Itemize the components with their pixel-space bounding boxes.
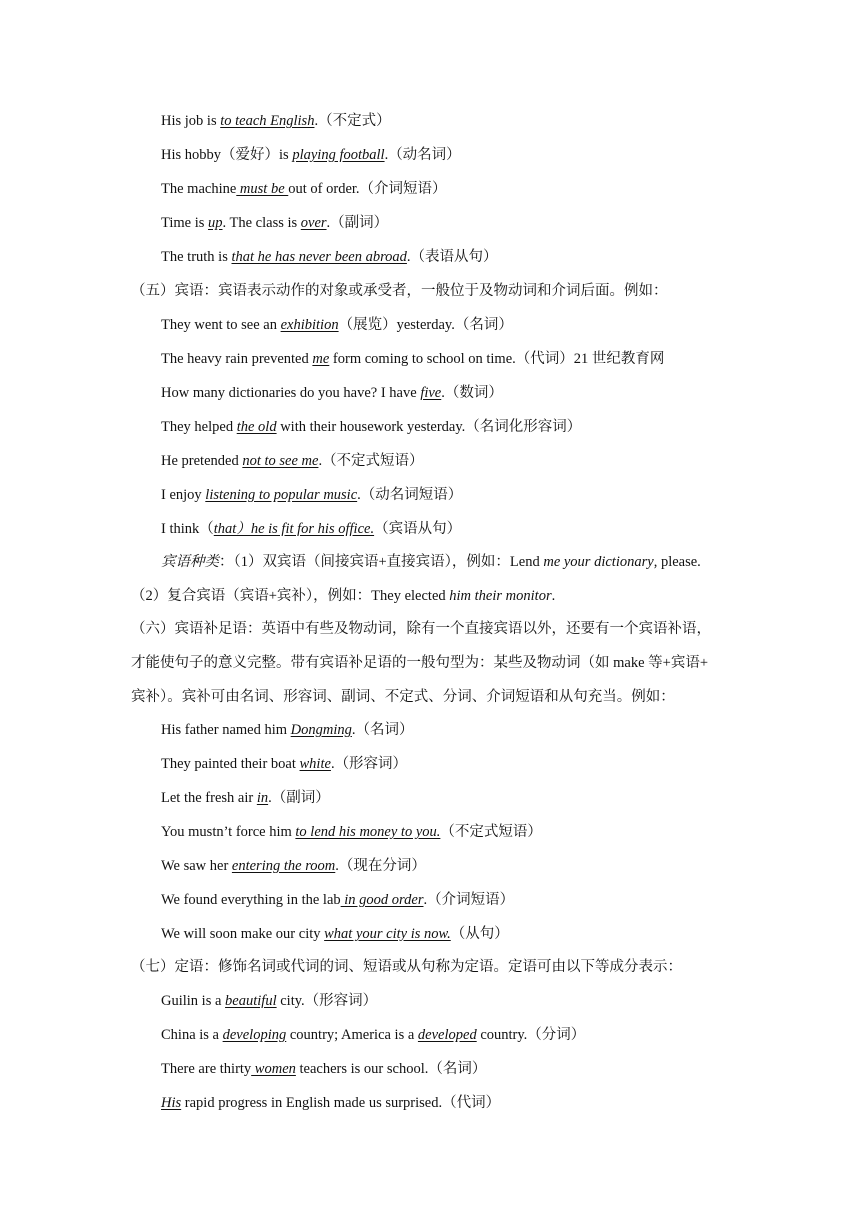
- example-sentence: He pretended not to see me.（不定式短语）: [161, 453, 424, 469]
- underlined-example: not to see me: [242, 453, 319, 469]
- example-sentence: We found everything in the lab in good order.（介词短语）: [161, 892, 515, 908]
- example-sentence: The machine must be out of order.（介词短语）: [161, 181, 447, 197]
- object-types-label: 宾语种类: [161, 554, 219, 570]
- object-types-line-2: （2）复合宾语（宾语+宾补），例如：They elected him their monitor.: [131, 588, 556, 604]
- example-sentence: China is a developing country; America is a developed country.（分词）: [161, 1027, 586, 1043]
- example-sentence: I think（that）he is fit for his office.（宾语从句）: [161, 521, 462, 537]
- example-sentence: Time is up. The class is over.（副词）: [161, 215, 389, 231]
- example-sentence: They painted their boat white.（形容词）: [161, 756, 408, 772]
- example-sentence: His father named him Dongming.（名词）: [161, 722, 414, 738]
- underlined-example: up: [208, 215, 223, 231]
- example-sentence: They went to see an exhibition（展览）yesterday.（名词）: [161, 317, 513, 333]
- underlined-example: listening to popular music: [205, 487, 358, 503]
- example-sentence: Guilin is a beautiful city.（形容词）: [161, 993, 378, 1009]
- underlined-example: playing football: [292, 147, 385, 163]
- underlined-example: me: [312, 351, 330, 367]
- underlined-example: developed: [417, 1027, 477, 1043]
- example-sentence: His job is to teach English.（不定式）: [161, 113, 391, 129]
- section-heading-complement: （六）宾语补足语：英语中有些及物动词，除有一个直接宾语以外，还要有一个宾语补语，: [131, 621, 711, 637]
- underlined-example: white: [299, 756, 331, 772]
- underlined-example: women: [251, 1061, 296, 1077]
- example-sentence: Let the fresh air in.（副词）: [161, 790, 330, 806]
- section-heading-object: （五）宾语：宾语表示动作的对象或承受者，一般位于及物动词和介词后面。例如：: [131, 283, 668, 299]
- section-heading-complement-cont: 才能使句子的意义完整。带有宾语补足语的一般句型为：某些及物动词（如 make 等+宾语+: [131, 655, 709, 671]
- underlined-example: that）he is fit for his office.: [213, 521, 375, 537]
- example-sentence: We will soon make our city what your city is now.（从句）: [161, 926, 509, 942]
- underlined-example: must be: [236, 181, 289, 197]
- underlined-example: in good order: [340, 892, 424, 908]
- underlined-example: developing: [222, 1027, 287, 1043]
- example-sentence: The truth is that he has never been abroad.（表语从句）: [161, 249, 498, 265]
- underlined-example: to teach English: [220, 113, 315, 129]
- example-sentence: His hobby（爱好）is playing football.（动名词）: [161, 147, 461, 163]
- underlined-example: what your city is now.: [324, 926, 451, 942]
- example-sentence: The heavy rain prevented me form coming to school on time.（代词）21 世纪教育网: [161, 351, 665, 367]
- underlined-example: Dongming: [290, 722, 352, 738]
- example-sentence: His rapid progress in English made us surprised.（代词）: [161, 1095, 501, 1111]
- example-sentence: How many dictionaries do you have? I have five.（数词）: [161, 385, 503, 401]
- underlined-example: over: [300, 215, 327, 231]
- underlined-example: entering the room: [231, 858, 336, 874]
- example-sentence: I enjoy listening to popular music.（动名词短语）: [161, 487, 463, 503]
- underlined-example: His: [161, 1095, 182, 1111]
- underlined-example: to lend his money to you.: [295, 824, 441, 840]
- object-types-line-1: 宾语种类：（1）双宾语（间接宾语+直接宾语），例如：Lend me your dictionary, please.: [161, 554, 701, 570]
- example-sentence: There are thirty women teachers is our school.（名词）: [161, 1061, 487, 1077]
- underlined-example: the old: [236, 419, 277, 435]
- example-sentence: You mustn’t force him to lend his money to you.（不定式短语）: [161, 824, 542, 840]
- underlined-example: five: [420, 385, 442, 401]
- example-sentence: They helped the old with their housework yesterday.（名词化形容词）: [161, 419, 582, 435]
- example-sentence: We saw her entering the room.（现在分词）: [161, 858, 426, 874]
- section-heading-complement-cont: 宾补）。宾补可由名词、形容词、副词、不定式、分词、介词短语和从句充当。例如：: [131, 689, 675, 705]
- underlined-example: that he has never been abroad: [231, 249, 407, 265]
- underlined-example: exhibition: [280, 317, 339, 333]
- underlined-example: beautiful: [225, 993, 277, 1009]
- underlined-example: in: [256, 790, 269, 806]
- section-heading-attribute: （七）定语：修饰名词或代词的词、短语或从句称为定语。定语可由以下等成分表示：: [131, 959, 682, 975]
